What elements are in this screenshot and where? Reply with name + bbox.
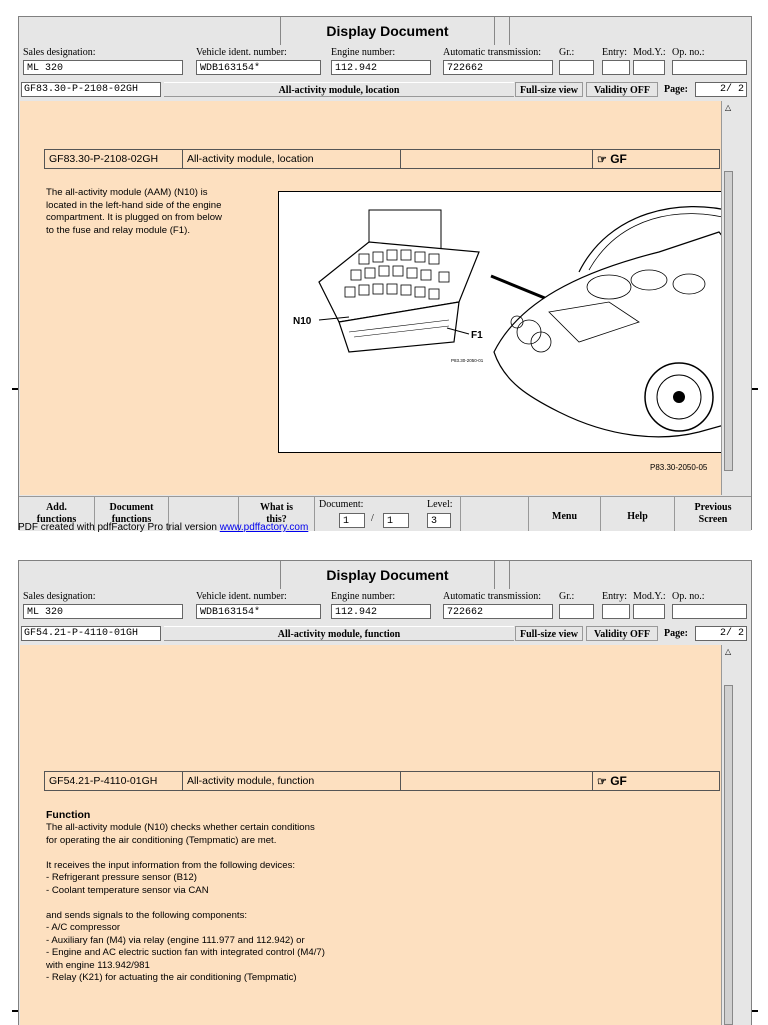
label-sales-designation: Sales designation: <box>23 591 96 602</box>
pdf-watermark: PDF created with pdfFactory Pro trial version www.pdffactory.com <box>18 522 309 533</box>
op-no-field[interactable] <box>672 60 747 75</box>
sales-designation-field[interactable]: ML 320 <box>23 60 183 75</box>
document-content <box>20 101 736 495</box>
mod-year-field[interactable] <box>633 60 665 75</box>
what-is-this-button[interactable]: What is this? <box>239 497 315 531</box>
scroll-thumb[interactable] <box>724 171 733 471</box>
book-icon: ☞ <box>597 776 607 788</box>
label-op-no: Op. no.: <box>672 591 705 602</box>
transmission-field[interactable]: 722662 <box>443 604 553 619</box>
label-mod-year: Mod.Y.: <box>633 47 666 58</box>
nav-row <box>19 625 751 642</box>
document-label: Document: <box>319 499 364 510</box>
label-gr: Gr.: <box>559 47 575 58</box>
figure-caption-text: P83.30-2050-05 <box>650 463 708 472</box>
engine-compartment-illustration <box>279 192 735 452</box>
label-entry: Entry: <box>602 47 627 58</box>
vin-field[interactable]: WDB163154* <box>196 60 321 75</box>
previous-screen-button[interactable]: Previous Screen <box>694 502 732 525</box>
function-text: The all-activity module (N10) checks whether certain conditions for operating the air conditioning (Tempmatic) are met. It receives the input information from the following devices: - Refrigerant pressure sensor (B12) - Coolant temperature sensor via CAN and sends signals to the following components: - A/C compressor - Auxiliary fan (M4) via relay (engine 111.977 and 112.942) or - Engine and AC electric suction fan with integrated control (M4/7) with engine 113.942/981 - Relay (K21) for actuating the air conditioning (Tempmatic) <box>46 822 325 983</box>
document-content <box>20 645 736 1025</box>
document-title: All-activity module, function <box>164 626 514 641</box>
gr-field[interactable] <box>559 604 594 619</box>
document-window-1 <box>18 16 752 530</box>
sales-designation-field[interactable]: ML 320 <box>23 604 183 619</box>
document-window-2 <box>18 560 752 1025</box>
vertical-scrollbar[interactable] <box>721 101 736 495</box>
help-button[interactable]: Help <box>601 497 675 531</box>
gf-badge[interactable]: ☞ GF <box>597 774 627 788</box>
window-title: Display Document <box>280 17 495 45</box>
document-header-table <box>44 149 720 169</box>
table-doc-id: GF54.21-P-4110-01GH <box>45 772 183 790</box>
engine-number-field[interactable]: 112.942 <box>331 604 431 619</box>
engine-number-field[interactable]: 112.942 <box>331 60 431 75</box>
table-doc-title: All-activity module, location <box>183 150 401 168</box>
label-transmission: Automatic transmission: <box>443 591 542 602</box>
document-id-field[interactable]: GF83.30-P-2108-02GH <box>21 82 161 97</box>
table-doc-id: GF83.30-P-2108-02GH <box>45 150 183 168</box>
label-vin: Vehicle ident. number: <box>196 47 287 58</box>
gr-field[interactable] <box>559 60 594 75</box>
label-entry: Entry: <box>602 591 627 602</box>
page-indicator: 2/ 2 <box>695 82 747 97</box>
page-label: Page: <box>659 82 693 97</box>
label-transmission: Automatic transmission: <box>443 47 542 58</box>
level-label: Level: <box>427 499 453 510</box>
nav-row <box>19 81 751 98</box>
mod-year-field[interactable] <box>633 604 665 619</box>
label-n10: N10 <box>293 316 312 327</box>
label-mod-year: Mod.Y.: <box>633 591 666 602</box>
label-engine-number: Engine number: <box>331 591 396 602</box>
table-doc-title: All-activity module, function <box>183 772 401 790</box>
full-size-view-button[interactable]: Full-size view <box>515 626 583 641</box>
pdffactory-link[interactable]: www.pdffactory.com <box>219 522 309 533</box>
title-bar <box>19 561 751 589</box>
document-title: All-activity module, location <box>164 82 514 97</box>
entry-field[interactable] <box>602 60 630 75</box>
document-id-field[interactable]: GF54.21-P-4110-01GH <box>21 626 161 641</box>
gf-badge[interactable]: ☞ GF <box>597 152 627 166</box>
label-f1: F1 <box>471 330 483 341</box>
transmission-field[interactable]: 722662 <box>443 60 553 75</box>
label-op-no: Op. no.: <box>672 47 705 58</box>
vin-field[interactable]: WDB163154* <box>196 604 321 619</box>
entry-field[interactable] <box>602 604 630 619</box>
window-title: Display Document <box>280 561 495 589</box>
document-to-field[interactable]: 1 <box>383 513 409 528</box>
label-gr: Gr.: <box>559 591 575 602</box>
document-functions-button[interactable]: Document functions <box>95 497 169 531</box>
document-from-field[interactable]: 1 <box>339 513 365 528</box>
document-level-panel: Document: Level: 1 / 1 3 <box>315 497 461 531</box>
label-sales-designation: Sales designation: <box>23 47 96 58</box>
label-engine-number: Engine number: <box>331 47 396 58</box>
location-figure <box>278 191 736 453</box>
validity-toggle[interactable]: Validity OFF <box>586 626 658 641</box>
page-label: Page: <box>659 626 693 641</box>
figure-small-ref: P83.30-2050-01 <box>451 358 484 363</box>
scroll-thumb[interactable] <box>724 685 733 1025</box>
function-heading: Function <box>46 809 91 821</box>
book-icon: ☞ <box>597 154 607 166</box>
level-field[interactable]: 3 <box>427 513 451 528</box>
title-bar <box>19 17 751 45</box>
menu-button[interactable]: Menu <box>529 497 601 531</box>
op-no-field[interactable] <box>672 604 747 619</box>
add-functions-button[interactable]: Add. functions <box>19 497 95 531</box>
location-text: The all-activity module (AAM) (N10) is located in the left-hand side of the engine compartment. It is plugged on from below to the fuse and relay module (F1). <box>46 187 222 236</box>
full-size-view-button[interactable]: Full-size view <box>515 82 583 97</box>
validity-toggle[interactable]: Validity OFF <box>586 82 658 97</box>
scroll-up-icon[interactable]: △ <box>725 103 732 112</box>
label-vin: Vehicle ident. number: <box>196 591 287 602</box>
page-indicator: 2/ 2 <box>695 626 747 641</box>
scroll-up-icon[interactable]: △ <box>725 647 732 656</box>
document-header-table <box>44 771 720 791</box>
vertical-scrollbar[interactable] <box>721 645 736 1025</box>
